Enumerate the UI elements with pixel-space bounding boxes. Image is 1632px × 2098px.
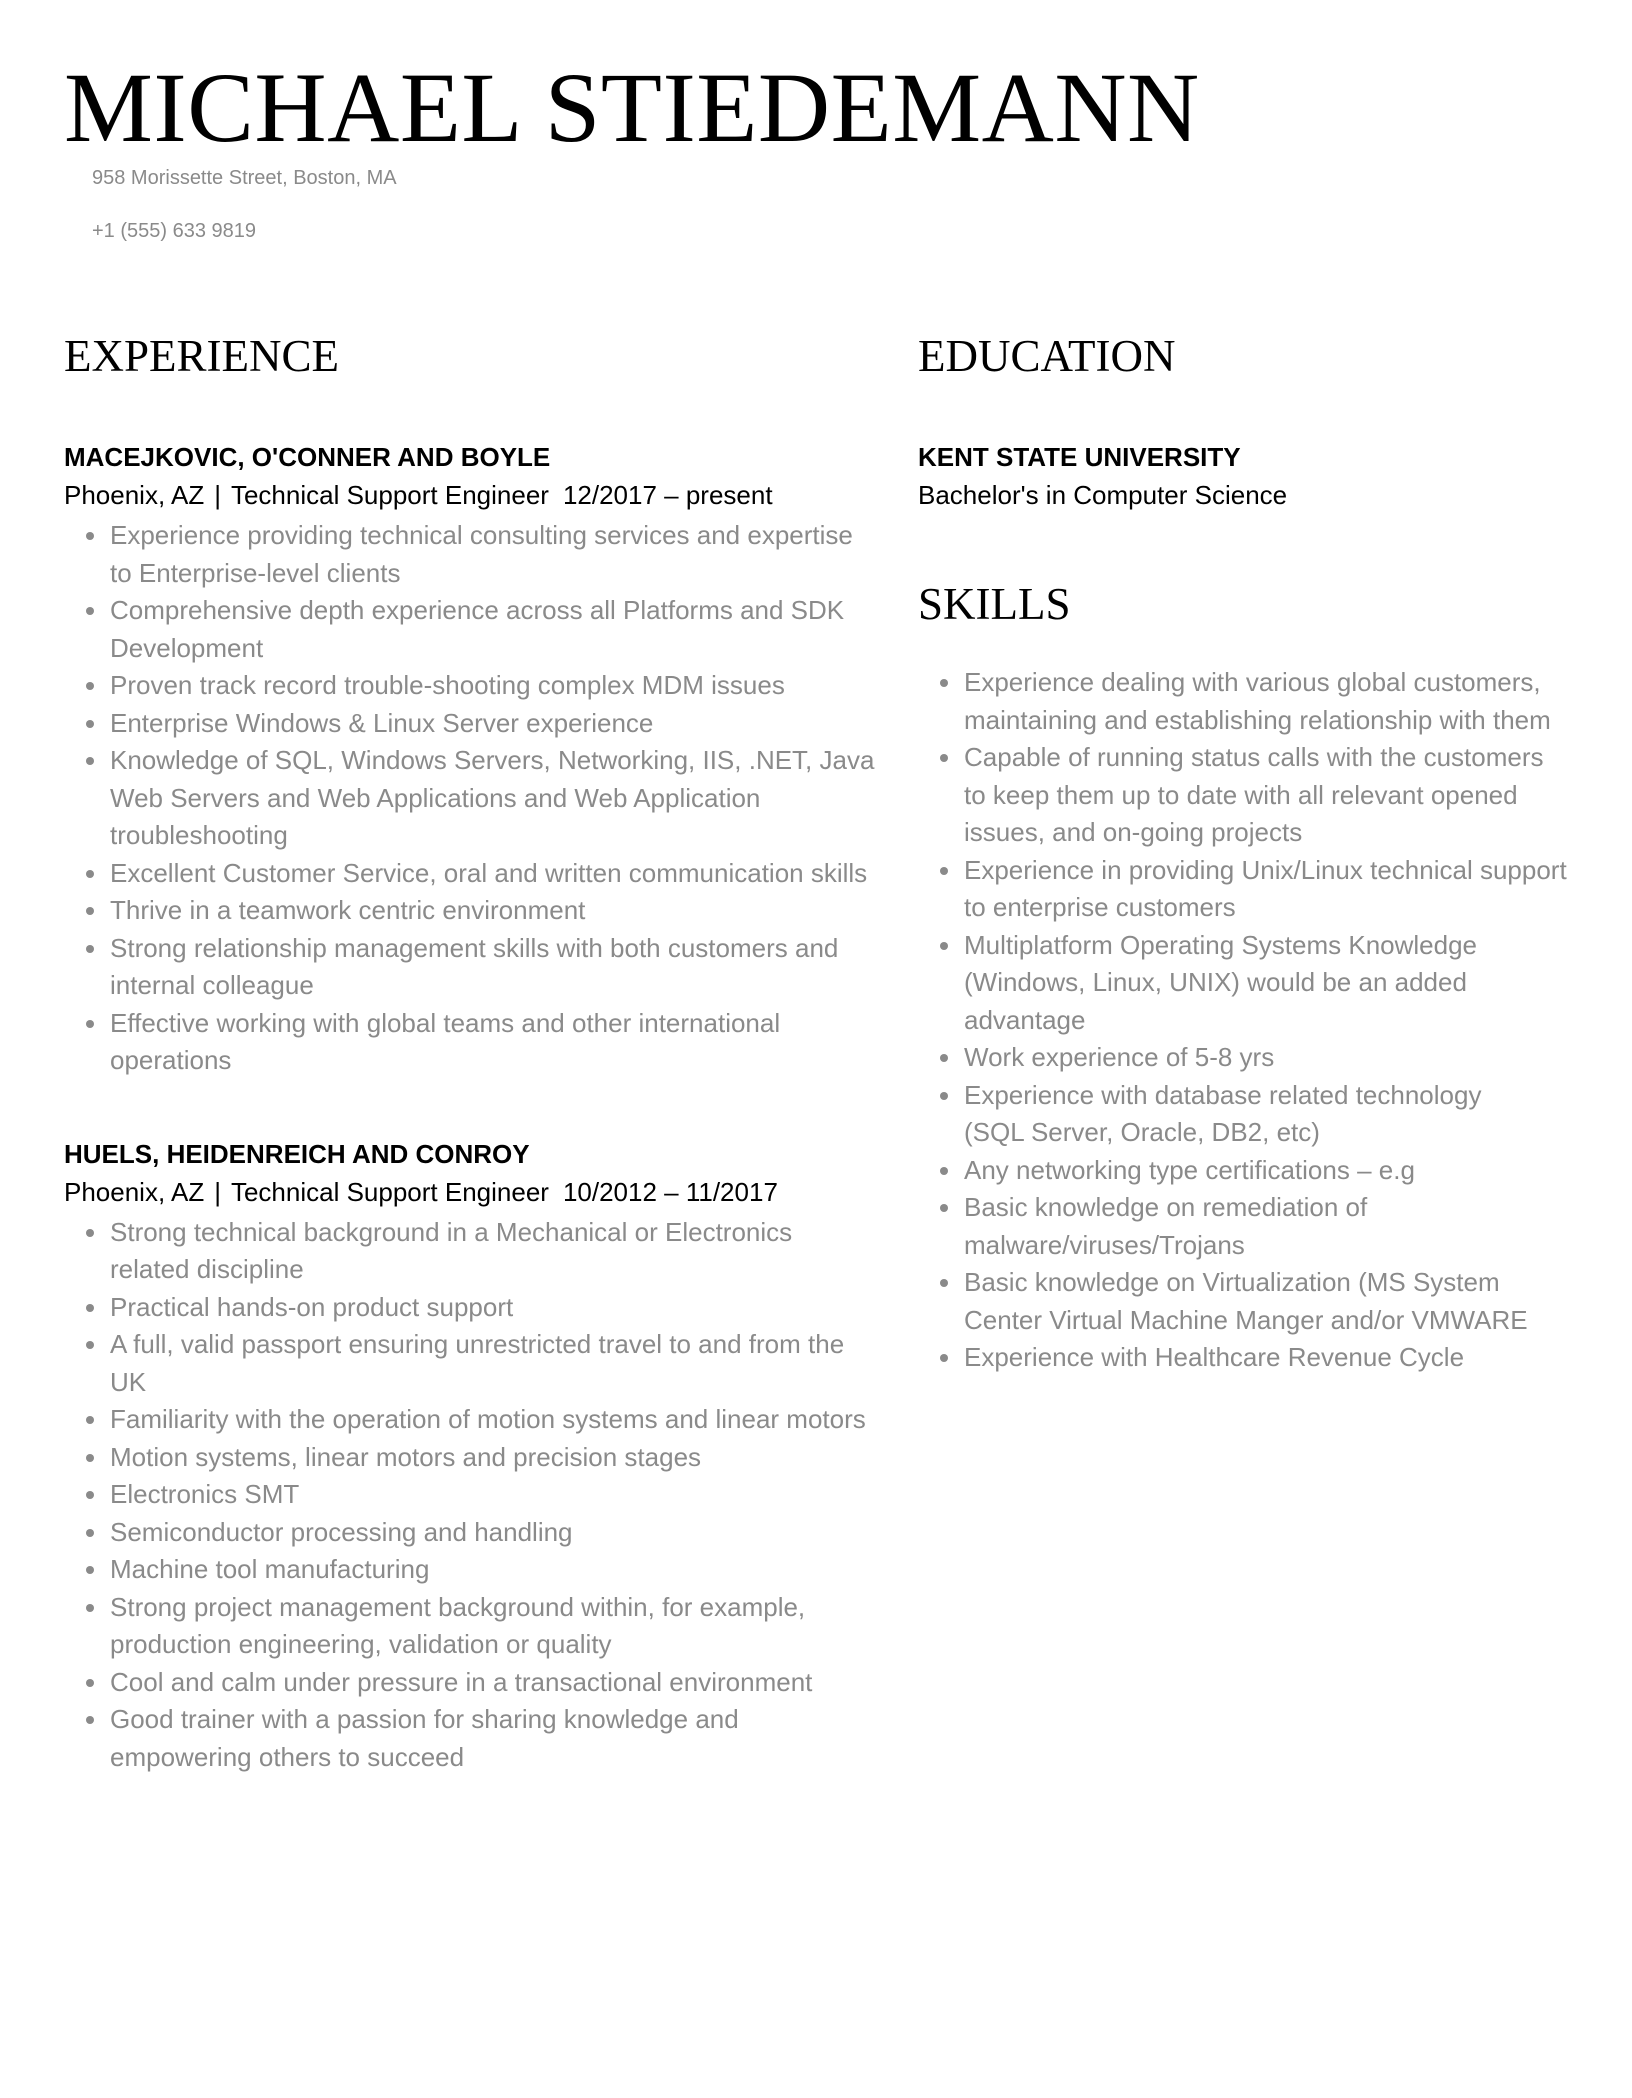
right-column bbox=[918, 330, 1568, 1377]
bullet-item: Good trainer with a passion for sharing knowledge and empowering others to succeed bbox=[64, 1701, 870, 1776]
bullet-dot-icon bbox=[86, 1679, 94, 1687]
skill-item: Multiplatform Operating Systems Knowledge (Windows, Linux, UNIX) would be an added advantage bbox=[918, 927, 1568, 1040]
bullet-item: A full, valid passport ensuring unrestricted travel to and from the UK bbox=[64, 1326, 884, 1401]
education-degree: Bachelor's in Computer Science bbox=[918, 480, 1288, 510]
bullet-dot-icon bbox=[86, 720, 94, 728]
job-location: Phoenix, AZ bbox=[64, 1176, 205, 1207]
skill-item: Capable of running status calls with the customers to keep them up to date with all relevant opened issues, and on-going projects bbox=[918, 739, 1554, 852]
bullet-item: Motion systems, linear motors and precision stages bbox=[64, 1439, 884, 1477]
bullet-dot-icon bbox=[940, 1167, 948, 1175]
bullet-dot-icon bbox=[86, 1716, 94, 1724]
bullet-dot-icon bbox=[940, 1092, 948, 1100]
experience-heading: EXPERIENCE bbox=[64, 331, 339, 381]
skill-item: Experience dealing with various global customers, maintaining and establishing relationship with them bbox=[918, 664, 1568, 739]
skill-item: Experience in providing Unix/Linux technical support to enterprise customers bbox=[918, 852, 1568, 927]
bullet-item: Semiconductor processing and handling bbox=[64, 1514, 884, 1552]
job-company: HUELS, HEIDENREICH AND CONROY bbox=[64, 1138, 530, 1169]
bullet-dot-icon bbox=[940, 1204, 948, 1212]
bullet-item: Knowledge of SQL, Windows Servers, Networking, IIS, .NET, Java Web Servers and Web Applications and Web Application troubleshooting bbox=[64, 742, 930, 855]
bullet-item: Machine tool manufacturing bbox=[64, 1551, 884, 1589]
bullet-dot-icon bbox=[86, 1454, 94, 1462]
job-separator: | bbox=[214, 480, 221, 510]
skills-list bbox=[918, 664, 1568, 1377]
job-entry bbox=[64, 1135, 884, 1777]
skill-item: Work experience of 5-8 yrs bbox=[918, 1039, 1568, 1077]
job-meta bbox=[64, 476, 884, 514]
skill-item: Experience with database related technology (SQL Server, Oracle, DB2, etc) bbox=[918, 1077, 1544, 1152]
bullet-item: Strong relationship management skills with both customers and internal colleague bbox=[64, 930, 930, 1005]
education-entry bbox=[918, 438, 1568, 514]
bullet-dot-icon bbox=[940, 1054, 948, 1062]
bullet-item: Thrive in a teamwork centric environment bbox=[64, 892, 884, 930]
candidate-name: MICHAEL STIEDEMANN bbox=[64, 52, 1200, 163]
bullet-item: Proven track record trouble-shooting complex MDM issues bbox=[64, 667, 884, 705]
bullet-dot-icon bbox=[86, 1491, 94, 1499]
contact-address: 958 Morissette Street, Boston, MA bbox=[92, 167, 397, 189]
bullet-dot-icon bbox=[940, 867, 948, 875]
job-role: Technical Support Engineer bbox=[230, 1176, 549, 1207]
job-dates: 10/2012 – 11/2017 bbox=[562, 1176, 778, 1207]
job-role: Technical Support Engineer bbox=[230, 480, 549, 510]
bullet-dot-icon bbox=[940, 1354, 948, 1362]
job-bullets bbox=[64, 517, 884, 1080]
bullet-dot-icon bbox=[940, 1279, 948, 1287]
bullet-item: Electronics SMT bbox=[64, 1476, 884, 1514]
bullet-dot-icon bbox=[86, 907, 94, 915]
bullet-item: Effective working with global teams and other international operations bbox=[64, 1005, 884, 1080]
bullet-item: Experience providing technical consulting services and expertise to Enterprise-level clients bbox=[64, 517, 860, 592]
bullet-item: Enterprise Windows & Linux Server experience bbox=[64, 705, 884, 743]
bullet-item: Practical hands-on product support bbox=[64, 1289, 884, 1327]
bullet-item: Familiarity with the operation of motion systems and linear motors bbox=[64, 1401, 884, 1439]
bullet-dot-icon bbox=[940, 942, 948, 950]
bullet-dot-icon bbox=[86, 1604, 94, 1612]
contact-phone: +1 (555) 633 9819 bbox=[92, 220, 257, 242]
bullet-dot-icon bbox=[86, 1341, 94, 1349]
bullet-item: Strong project management background within, for example, production engineering, validation or quality bbox=[64, 1589, 930, 1664]
bullet-dot-icon bbox=[86, 1020, 94, 1028]
skill-item: Any networking type certifications – e.g bbox=[918, 1152, 1568, 1190]
bullet-dot-icon bbox=[86, 757, 94, 765]
bullet-dot-icon bbox=[86, 1229, 94, 1237]
experience-section bbox=[64, 330, 884, 1776]
skill-item: Basic knowledge on Virtualization (MS System Center Virtual Machine Manger and/or VMWARE bbox=[918, 1264, 1574, 1339]
bullet-dot-icon bbox=[86, 1304, 94, 1312]
bullet-item: Comprehensive depth experience across all Platforms and SDK Development bbox=[64, 592, 860, 667]
bullet-dot-icon bbox=[86, 607, 94, 615]
bullet-dot-icon bbox=[940, 679, 948, 687]
bullet-dot-icon bbox=[86, 870, 94, 878]
skill-item: Basic knowledge on remediation of malware/viruses/Trojans bbox=[918, 1189, 1404, 1264]
skills-heading: SKILLS bbox=[918, 579, 1071, 629]
job-location: Phoenix, AZ bbox=[64, 480, 205, 510]
job-bullets bbox=[64, 1214, 884, 1777]
bullet-item: Excellent Customer Service, oral and written communication skills bbox=[64, 855, 884, 893]
bullet-dot-icon bbox=[86, 945, 94, 953]
bullet-dot-icon bbox=[86, 532, 94, 540]
bullet-dot-icon bbox=[86, 1529, 94, 1537]
education-school: KENT STATE UNIVERSITY bbox=[918, 442, 1241, 472]
job-company: MACEJKOVIC, O'CONNER AND BOYLE bbox=[64, 442, 551, 472]
job-entry bbox=[64, 438, 884, 1080]
bullet-dot-icon bbox=[86, 682, 94, 690]
job-dates: 12/2017 – present bbox=[562, 480, 773, 510]
skill-item: Experience with Healthcare Revenue Cycle bbox=[918, 1339, 1568, 1377]
education-heading: EDUCATION bbox=[918, 331, 1176, 381]
job-meta bbox=[64, 1173, 884, 1211]
bullet-dot-icon bbox=[86, 1416, 94, 1424]
bullet-dot-icon bbox=[86, 1566, 94, 1574]
job-separator: | bbox=[214, 1176, 221, 1207]
bullet-dot-icon bbox=[940, 754, 948, 762]
bullet-item: Strong technical background in a Mechanical or Electronics related discipline bbox=[64, 1214, 870, 1289]
bullet-item: Cool and calm under pressure in a transactional environment bbox=[64, 1664, 884, 1702]
